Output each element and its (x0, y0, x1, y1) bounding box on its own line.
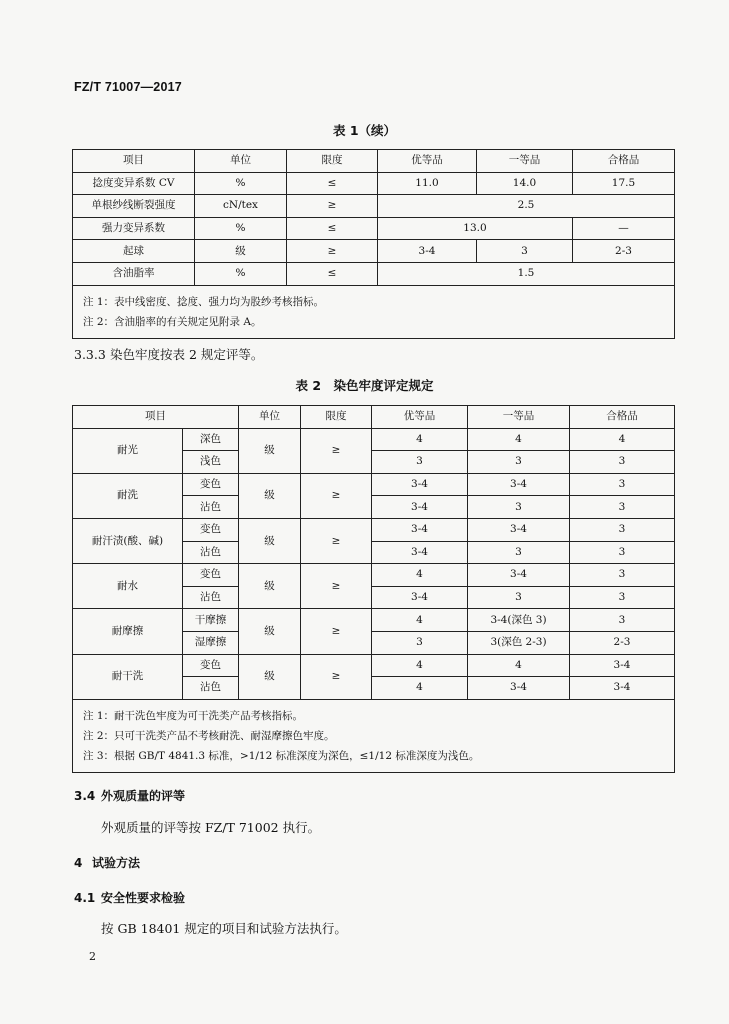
group-name: 耐汗渍(酸、碱) (73, 518, 183, 563)
section-title: 试验方法 (92, 856, 141, 870)
group-limit: ≥ (301, 654, 372, 699)
table2-header-cell: 优等品 (372, 406, 468, 429)
table-cell: 捻度变异系数 CV (73, 172, 195, 195)
clause-number: 3.3.3 (74, 347, 106, 362)
group-name: 耐水 (73, 564, 183, 609)
table-cell: 3-4 (372, 586, 468, 609)
table1-header-cell: 限度 (287, 150, 378, 173)
table-cell: 2-3 (570, 631, 675, 654)
table-cell: ≥ (287, 240, 378, 263)
table1-header-cell: 优等品 (378, 150, 477, 173)
table-cell: 3-4 (570, 654, 675, 677)
group-limit: ≥ (301, 473, 372, 518)
table-row (73, 473, 675, 496)
table-cell: 3-4 (372, 518, 468, 541)
group-limit: ≥ (301, 428, 372, 473)
table-cell: 3 (570, 586, 675, 609)
group-limit: ≥ (301, 518, 372, 563)
group-name: 耐摩擦 (73, 609, 183, 654)
table-note: 注 1：表中线密度、捻度、强力均为股纱考核指标。 (83, 295, 325, 308)
table-cell: 3 (570, 496, 675, 519)
table-cell: 3 (570, 541, 675, 564)
section-number: 4 (74, 856, 83, 870)
table-cell: % (195, 217, 287, 240)
table-note: 注 2：只可干洗类产品不考核耐洗、耐湿摩擦色牢度。 (83, 729, 335, 742)
table-cell: 3-4 (468, 677, 570, 700)
table1-header-cell: 单位 (195, 150, 287, 173)
table-cell: cN/tex (195, 195, 287, 218)
table-cell: 3-4(深色 3) (468, 609, 570, 632)
table-cell: 11.0 (378, 172, 477, 195)
table1-header-row (73, 150, 675, 173)
group-limit: ≥ (301, 609, 372, 654)
table-cell: 级 (195, 240, 287, 263)
table-cell: 4 (372, 654, 468, 677)
table-cell: 3-4 (372, 473, 468, 496)
sub-item: 变色 (183, 654, 239, 677)
table2-header-cell: 合格品 (570, 406, 675, 429)
group-name: 耐干洗 (73, 654, 183, 699)
clause-text: 染色牢度按表 2 规定评等。 (110, 347, 264, 362)
group-unit: 级 (239, 654, 301, 699)
sub-item: 沾色 (183, 677, 239, 700)
table2-header-cell: 限度 (301, 406, 372, 429)
sub-item: 沾色 (183, 496, 239, 519)
table-cell: 3(深色 2-3) (468, 631, 570, 654)
sub-item: 深色 (183, 428, 239, 451)
table-notes (73, 285, 675, 338)
table-cell: 3 (477, 240, 573, 263)
sub-item: 沾色 (183, 586, 239, 609)
table-cell: 4 (372, 609, 468, 632)
table-cell: — (573, 217, 675, 240)
sub-item: 湿摩擦 (183, 631, 239, 654)
table2 (72, 405, 675, 773)
table-row (73, 518, 675, 541)
group-name: 耐光 (73, 428, 183, 473)
group-unit: 级 (239, 564, 301, 609)
table-cell: 3 (570, 473, 675, 496)
section-title: 安全性要求检验 (101, 891, 186, 905)
table-cell: 4 (372, 428, 468, 451)
table2-header-cell: 一等品 (468, 406, 570, 429)
table-cell: 4 (372, 677, 468, 700)
table-cell: 4 (468, 654, 570, 677)
section-4-heading (74, 854, 140, 871)
table-cell: 17.5 (573, 172, 675, 195)
table-notes (73, 699, 675, 772)
table-cell: 1.5 (378, 262, 675, 285)
sub-item: 沾色 (183, 541, 239, 564)
table-cell: ≥ (287, 195, 378, 218)
table-cell: 3-4 (378, 240, 477, 263)
table1-notes-row (73, 285, 675, 338)
table-row (73, 240, 675, 263)
section-title: 外观质量的评等 (101, 789, 186, 803)
table-row (73, 609, 675, 632)
table-cell: 3-4 (468, 564, 570, 587)
section-3-4-text: 外观质量的评等按 FZ/T 71002 执行。 (101, 820, 321, 835)
document-header: FZ/T 71007—2017 (74, 80, 182, 94)
table-cell: 4 (372, 564, 468, 587)
table-note: 注 2：含油脂率的有关规定见附录 A。 (83, 315, 262, 328)
table2-caption: 表 2 染色牢度评定规定 (295, 378, 434, 393)
table-row (73, 654, 675, 677)
table-row (73, 195, 675, 218)
group-limit: ≥ (301, 564, 372, 609)
table-cell: % (195, 262, 287, 285)
table-cell: % (195, 172, 287, 195)
table-cell: 含油脂率 (73, 262, 195, 285)
table-cell: 单根纱线断裂强度 (73, 195, 195, 218)
table1-header-cell: 项目 (73, 150, 195, 173)
table-cell: 3-4 (468, 473, 570, 496)
page-number: 2 (89, 950, 96, 963)
table-cell: 3 (372, 451, 468, 474)
table-cell: 3 (468, 496, 570, 519)
table-cell: 2-3 (573, 240, 675, 263)
table2-header-row (73, 406, 675, 429)
table-row (73, 262, 675, 285)
table2-header-cell: 单位 (239, 406, 301, 429)
table-cell: 3-4 (570, 677, 675, 700)
table-row (73, 564, 675, 587)
table-cell: 2.5 (378, 195, 675, 218)
table2-header-cell: 项目 (73, 406, 239, 429)
table-cell: 3 (468, 451, 570, 474)
table-cell: 14.0 (477, 172, 573, 195)
table-row (73, 428, 675, 451)
group-unit: 级 (239, 609, 301, 654)
sub-item: 干摩擦 (183, 609, 239, 632)
table-cell: 4 (570, 428, 675, 451)
group-name: 耐洗 (73, 473, 183, 518)
table-cell: 3 (468, 541, 570, 564)
table-cell: 起球 (73, 240, 195, 263)
table1 (72, 149, 675, 339)
section-number: 3.4 (74, 789, 96, 803)
table-cell: 4 (468, 428, 570, 451)
table-note: 注 3：根据 GB/T 4841.3 标准，>1/12 标准深度为深色，≤1/12 标准深度为浅色。 (83, 749, 480, 762)
table1-header-cell: 一等品 (477, 150, 573, 173)
section-4-1-text: 按 GB 18401 规定的项目和试验方法执行。 (101, 921, 347, 936)
sub-item: 浅色 (183, 451, 239, 474)
table-cell: 3 (372, 631, 468, 654)
table-cell: 3 (468, 586, 570, 609)
table-cell: 3-4 (468, 518, 570, 541)
section-number: 4.1 (74, 891, 96, 905)
sub-item: 变色 (183, 564, 239, 587)
clause-3-3-3 (74, 345, 263, 363)
sub-item: 变色 (183, 518, 239, 541)
table-cell: ≤ (287, 217, 378, 240)
table-cell: 13.0 (378, 217, 573, 240)
sub-item: 变色 (183, 473, 239, 496)
table1-caption: 表 1（续） (332, 123, 397, 138)
group-unit: 级 (239, 428, 301, 473)
table-cell: 3 (570, 564, 675, 587)
table1-header-cell: 合格品 (573, 150, 675, 173)
table-cell: 3 (570, 518, 675, 541)
table2-notes-row (73, 699, 675, 772)
table-cell: ≤ (287, 262, 378, 285)
table-cell: 3-4 (372, 541, 468, 564)
group-unit: 级 (239, 518, 301, 563)
table-row (73, 172, 675, 195)
table-cell: 强力变异系数 (73, 217, 195, 240)
table-cell: 3 (570, 609, 675, 632)
table-cell: ≤ (287, 172, 378, 195)
table-note: 注 1：耐干洗色牢度为可干洗类产品考核指标。 (83, 709, 304, 722)
section-4-1-heading (74, 889, 185, 906)
table-cell: 3-4 (372, 496, 468, 519)
table-row (73, 217, 675, 240)
section-3-4-heading (74, 787, 185, 804)
group-unit: 级 (239, 473, 301, 518)
table-cell: 3 (570, 451, 675, 474)
